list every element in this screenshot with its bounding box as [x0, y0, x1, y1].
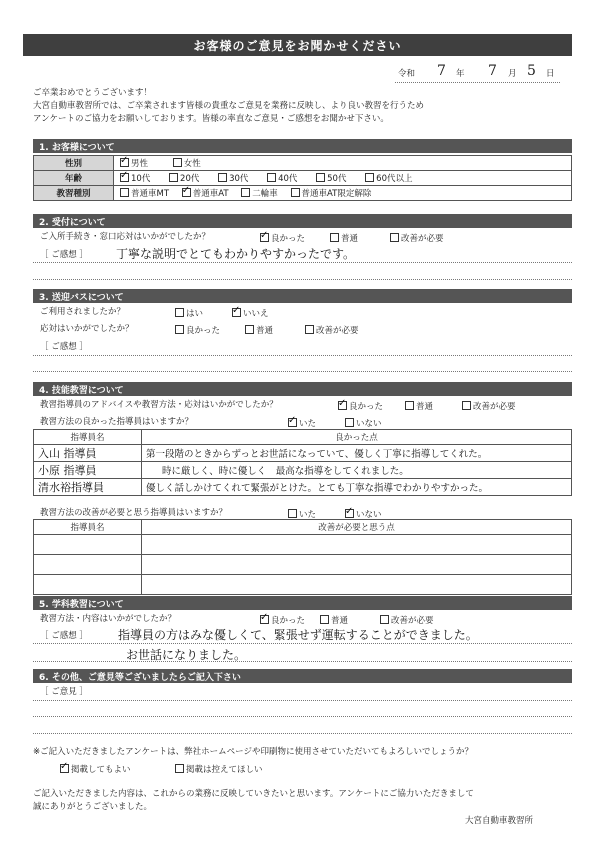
date-month: 7: [488, 63, 497, 79]
closing-line-1: ご記入いただきました内容は、これからの業務に反映していきたいと思います。アンケートにご協力いただきまして: [33, 789, 474, 799]
bus-service-improve-option[interactable]: 改善が必要: [305, 324, 359, 336]
bus-comment-label: ［ ご感想 ］: [40, 342, 88, 352]
improve-instructor-yes-option[interactable]: いた: [288, 508, 316, 520]
gender-row: [34, 156, 572, 171]
section-4-header: 4. 技能教習について: [33, 382, 572, 396]
checkbox-icon: [380, 615, 389, 624]
checkbox-checked-icon: [120, 173, 129, 182]
comment-line: [33, 371, 572, 372]
date-day: 5: [527, 63, 536, 79]
table-row: [34, 479, 572, 496]
improve-table-point-header: 改善が必要と思う点: [142, 520, 572, 535]
good-instructor-yes-option[interactable]: ✓ いた: [288, 417, 316, 429]
comment-line: [33, 262, 572, 263]
checkbox-icon: [120, 188, 129, 197]
checkbox-checked-icon: [288, 418, 297, 427]
age-label: 年齢: [34, 171, 114, 186]
reception-good-option[interactable]: ✓ 良かった: [260, 232, 305, 244]
skill-advice-normal-option[interactable]: 普通: [405, 400, 433, 412]
age-30s-option[interactable]: 30代: [218, 174, 248, 184]
gender-options: [114, 156, 572, 171]
empty-cell[interactable]: [34, 575, 142, 595]
checkbox-icon: [173, 158, 182, 167]
checkbox-checked-icon: [60, 764, 69, 773]
checkbox-checked-icon: [260, 615, 269, 624]
comment-line: [33, 700, 572, 701]
empty-cell[interactable]: [142, 535, 572, 555]
date-month-unit: 月: [508, 69, 517, 79]
checkbox-icon: [316, 173, 325, 182]
empty-cell[interactable]: [34, 555, 142, 575]
page-title: お客様のご意見をお聞かせください: [23, 34, 572, 56]
age-row: [34, 171, 572, 186]
checkbox-icon: [390, 233, 399, 242]
checkbox-icon: [330, 233, 339, 242]
lecture-normal-option[interactable]: 普通: [320, 614, 348, 626]
checkbox-icon: [462, 401, 471, 410]
empty-cell[interactable]: [142, 555, 572, 575]
checkbox-icon: [241, 188, 250, 197]
bus-service-question: 応対はいかがでしたか？: [40, 324, 134, 334]
age-60s-option[interactable]: 60代以上: [365, 174, 412, 184]
date-underline: [395, 82, 560, 83]
checkbox-icon: [175, 764, 184, 773]
skill-advice-good-option[interactable]: ✓ 良かった: [338, 400, 383, 412]
checkbox-checked-icon: [182, 188, 191, 197]
intro-line-3: アンケートのご協力をお願いしております。皆様の率直なご意見・ご感想をお聞かせ下さい。: [33, 114, 389, 124]
instructor-name[interactable]: 清水裕指導員: [34, 479, 142, 496]
checkbox-icon: [365, 173, 374, 182]
reception-normal-option[interactable]: 普通: [330, 232, 358, 244]
publish-consent-question: ※ご記入いただきましたアンケートは、弊社ホームページや印刷物に使用させていただいてもよろしいでしょうか？: [33, 747, 473, 757]
good-instructor-question: 教習方法の良かった指導員はいますか？: [40, 417, 194, 427]
instructor-name[interactable]: 小原 指導員: [34, 462, 142, 479]
lecture-question: 教習方法・内容はいかがでしたか？: [40, 614, 177, 624]
school-signature: 大宮自動車教習所: [465, 816, 534, 826]
gender-male-option[interactable]: ✓ 男性: [120, 159, 148, 169]
reception-improve-option[interactable]: 改善が必要: [390, 232, 444, 244]
checkbox-icon: [169, 173, 178, 182]
lecture-comment-label: ［ ご感想 ］: [40, 631, 88, 641]
comment-line: [33, 661, 572, 662]
checkbox-icon: [288, 509, 297, 518]
bus-service-normal-option[interactable]: 普通: [245, 324, 273, 336]
age-options: [114, 171, 572, 186]
empty-cell[interactable]: [142, 575, 572, 595]
instructor-good-point[interactable]: 第一段階のときからずっとお世話になっていて、優しく丁寧に指導してくれた。: [142, 445, 572, 462]
age-20s-option[interactable]: 20代: [169, 174, 199, 184]
bus-service-good-option[interactable]: 良かった: [175, 324, 220, 336]
good-instructor-table: [33, 429, 572, 496]
skill-advice-question: 教習指導員のアドバイスや教習方法・応対はいかがでしたか？: [40, 400, 278, 410]
improve-instructor-table: [33, 519, 572, 595]
checkbox-icon: [267, 173, 276, 182]
table-row: [34, 535, 572, 555]
comment-line: [33, 279, 572, 280]
good-table-name-header: 指導員名: [34, 430, 142, 445]
closing-line-2: 誠にありがとうございました。: [33, 802, 153, 812]
course-bike-option[interactable]: 二輪車: [241, 189, 278, 199]
section-1-header: 1. お客様について: [33, 139, 572, 153]
section-6-header: 6. その他、ご意見等ございましたらご記入下さい: [33, 669, 572, 683]
reception-comment-label: ［ ご感想 ］: [40, 250, 88, 260]
course-mt-option[interactable]: 普通車MT: [120, 189, 169, 199]
age-10s-option[interactable]: ✓ 10代: [120, 174, 150, 184]
skill-advice-improve-option[interactable]: 改善が必要: [462, 400, 516, 412]
bus-usage-question: ご利用されましたか？: [40, 307, 126, 317]
checkbox-icon: [345, 418, 354, 427]
course-label: 教習種別: [34, 186, 114, 201]
checkbox-checked-icon: [260, 233, 269, 242]
reception-comment[interactable]: 丁寧な説明でとてもわかりやすかったです。: [116, 247, 356, 261]
date-year: 7: [437, 63, 446, 79]
publish-decline-option[interactable]: 掲載は控えてほしい: [175, 763, 263, 775]
section-3-header: 3. 送迎バスについて: [33, 289, 572, 303]
good-instructor-no-option[interactable]: いない: [345, 417, 382, 429]
course-row: [34, 186, 572, 201]
checkbox-checked-icon: [232, 308, 241, 317]
checkbox-checked-icon: [120, 158, 129, 167]
intro-line-2: 大宮自動車教習所では、ご卒業されます皆様の貴重なご意見を業務に反映し、より良い教習を行うため: [33, 101, 425, 111]
checkbox-icon: [405, 401, 414, 410]
comment-line: [33, 733, 572, 734]
bus-usage-no-option[interactable]: ✓ いいえ: [232, 307, 269, 319]
bus-usage-yes-option[interactable]: はい: [175, 307, 203, 319]
lecture-good-option[interactable]: ✓ 良かった: [260, 614, 305, 626]
course-at-release-option[interactable]: 普通車AT限定解除: [291, 189, 372, 199]
checkbox-icon: [320, 615, 329, 624]
customer-info-table: [33, 155, 572, 201]
checkbox-checked-icon: [345, 509, 354, 518]
checkbox-icon: [218, 173, 227, 182]
date-day-unit: 日: [546, 69, 555, 79]
improve-table-name-header: 指導員名: [34, 520, 142, 535]
empty-cell[interactable]: [34, 535, 142, 555]
comment-line: [33, 355, 572, 356]
age-50s-option[interactable]: 50代: [316, 174, 346, 184]
other-comment-label: ［ ご意見 ］: [40, 687, 88, 697]
instructor-good-point[interactable]: 時に厳しく、時に優しく 最高な指導をしてくれました。: [142, 462, 572, 479]
instructor-good-point[interactable]: 優しく話しかけてくれて緊張がとけた。とても丁寧な指導でわかりやすかった。: [142, 479, 572, 496]
section-5-header: 5. 学科教習について: [33, 596, 572, 610]
checkbox-icon: [305, 325, 314, 334]
publish-ok-option[interactable]: ✓掲載してもよい: [60, 763, 131, 775]
date-era: 令和: [398, 69, 416, 79]
course-at-option[interactable]: ✓ 普通車AT: [182, 189, 229, 199]
checkbox-icon: [245, 325, 254, 334]
lecture-comment-line-1[interactable]: 指導員の方はみな優しくて、緊張せず運転することができました。: [118, 628, 478, 642]
checkbox-icon: [175, 308, 184, 317]
lecture-comment-line-2[interactable]: お世話になりました。: [126, 648, 247, 662]
comment-line: [33, 643, 572, 644]
table-row: [34, 555, 572, 575]
checkbox-icon: [291, 188, 300, 197]
checkbox-checked-icon: [338, 401, 347, 410]
gender-female-option[interactable]: 女性: [173, 159, 201, 169]
age-40s-option[interactable]: 40代: [267, 174, 297, 184]
table-row: [34, 445, 572, 462]
comment-line: [33, 716, 572, 717]
table-row: [34, 575, 572, 595]
date-year-unit: 年: [456, 69, 465, 79]
improve-instructor-no-option[interactable]: ✓ いない: [345, 508, 382, 520]
checkbox-icon: [175, 325, 184, 334]
gender-label: 性別: [34, 156, 114, 171]
improve-instructor-question: 教習方法の改善が必要と思う指導員はいますか？: [40, 508, 228, 518]
section-2-header: 2. 受付について: [33, 214, 572, 228]
course-options: [114, 186, 572, 201]
instructor-name[interactable]: 入山 指導員: [34, 445, 142, 462]
good-table-point-header: 良かった点: [142, 430, 572, 445]
reception-question: ご入所手続き・窓口応対はいかがでしたか？: [40, 232, 211, 242]
table-row: [34, 462, 572, 479]
intro-line-1: ご卒業おめでとうございます！: [33, 88, 153, 98]
lecture-improve-option[interactable]: 改善が必要: [380, 614, 434, 626]
